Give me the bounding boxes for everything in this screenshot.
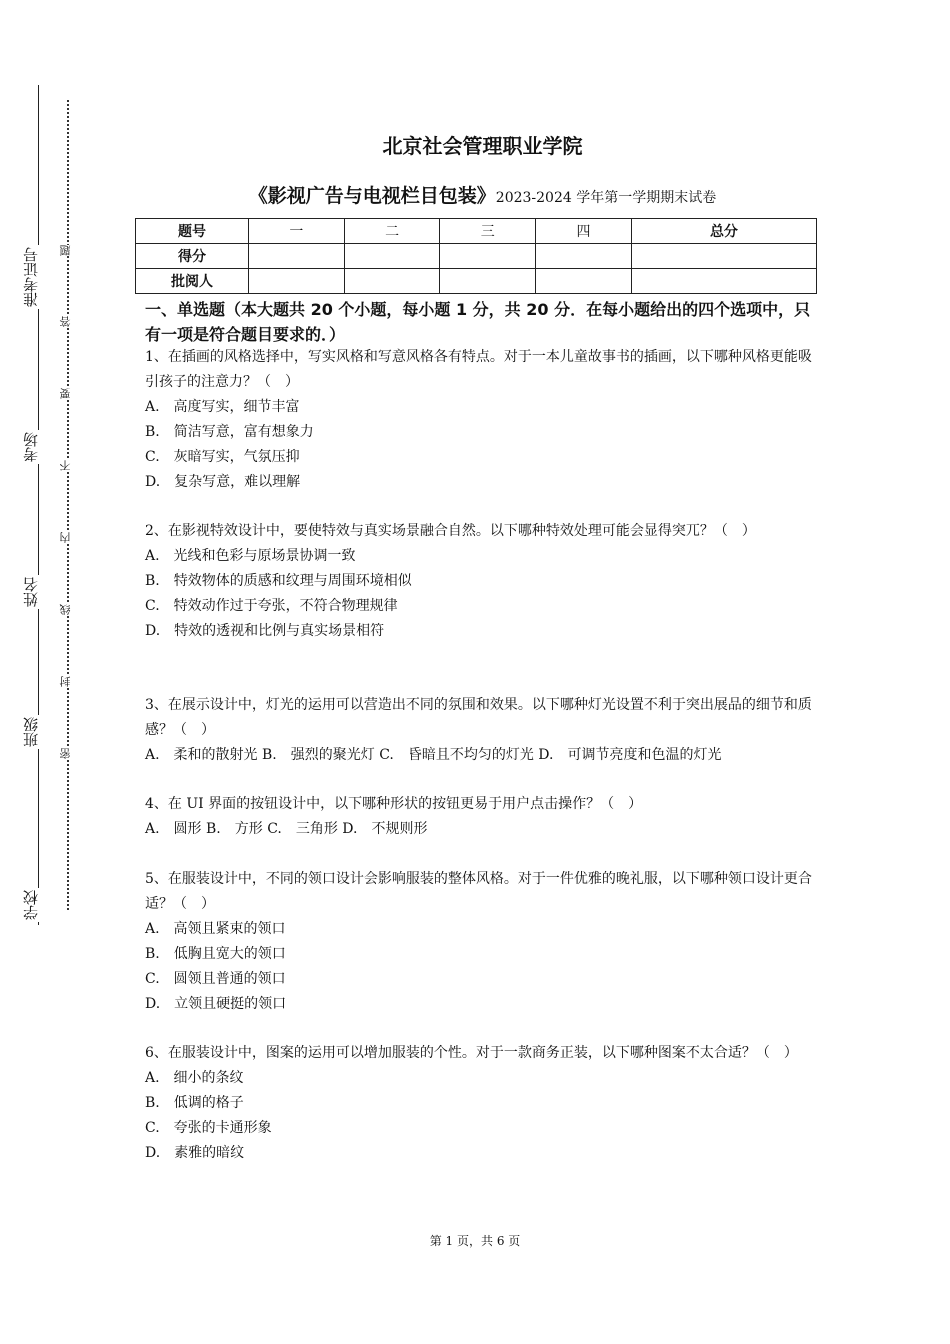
page-footer: 第 1 页，共 6 页: [429, 1234, 521, 1248]
question-1: [145, 345, 820, 495]
course-name: 《影视广告与电视栏目包装》: [248, 185, 496, 207]
question-option: A. 细小的条纹: [145, 1070, 244, 1086]
reviewer-cell: [249, 269, 345, 294]
reviewer-row: [136, 269, 817, 294]
seal-char: 要: [60, 388, 76, 399]
question-option: D. 特效的透视和比例与真实场景相符: [145, 623, 385, 639]
seal-char: 不: [60, 460, 76, 471]
question-stem: 4、在 UI 界面的按钮设计中，以下哪种形状的按钮更易于用户点击操作？（ ）: [145, 796, 643, 812]
question-6: [145, 1041, 820, 1166]
seal-char: 密: [60, 748, 76, 759]
question-option: C. 灰暗写实，气氛压抑: [145, 449, 300, 465]
reviewer-cell: [440, 269, 536, 294]
question-option: B. 低胸且宽大的领口: [145, 946, 286, 962]
school-name: 北京社会管理职业学院: [382, 134, 583, 158]
exam-title: [145, 181, 820, 208]
seal-char: 内: [60, 532, 76, 543]
seal-char: 题: [60, 245, 76, 256]
reviewer-cell: [536, 269, 632, 294]
question-4: [145, 792, 820, 842]
exam-room-label: 考场: [20, 430, 46, 464]
score-table-header: 总分: [631, 219, 816, 244]
question-option: B. 低调的格子: [145, 1095, 244, 1111]
binding-margin: [0, 0, 90, 1344]
question-2: [145, 519, 820, 644]
reviewer-cell: [631, 269, 816, 294]
score-row-label: 得分: [136, 244, 249, 269]
seal-char: 线: [60, 604, 76, 615]
score-table-header: 四: [536, 219, 632, 244]
question-option: A. 柔和的散射光 B. 强烈的聚光灯 C. 昏暗且不均匀的灯光 D. 可调节亮度和色温的灯光: [145, 747, 722, 763]
question-3: [145, 693, 820, 768]
name-label: 姓名: [20, 575, 46, 609]
score-cell: [536, 244, 632, 269]
score-cell: [249, 244, 345, 269]
question-option: B. 特效物体的质感和纹理与周围环境相似: [145, 573, 412, 589]
seal-char: 答: [60, 316, 76, 327]
question-option: A. 高领且紧束的领口: [145, 921, 286, 937]
question-stem: 1、在插画的风格选择中，写实风格和写意风格各有特点。对于一本儿童故事书的插画，以下哪种风格更能吸引孩子的注意力？（ ）: [145, 349, 812, 390]
question-5: [145, 867, 820, 1017]
question-stem: 5、在服装设计中，不同的领口设计会影响服装的整体风格。对于一件优雅的晚礼服，以下哪种领口设计更合适？（ ）: [145, 871, 812, 912]
score-table-header: 三: [440, 219, 536, 244]
question-option: C. 夸张的卡通形象: [145, 1120, 272, 1136]
score-table-header-row: [136, 219, 817, 244]
question-option: D. 立领且硬挺的领口: [145, 996, 287, 1012]
score-table-header: 题号: [136, 219, 249, 244]
question-stem: 3、在展示设计中，灯光的运用可以营造出不同的氛围和效果。以下哪种灯光设置不利于突出展品的细节和质感？（ ）: [145, 697, 812, 738]
question-option: A. 高度写实，细节丰富: [145, 399, 300, 415]
section-title: 一、单选题（本大题共 20 个小题，每小题 1 分，共 20 分．在每小题给出的四个选项中，只有一项是符合题目要求的．）: [145, 300, 811, 344]
score-table: [135, 218, 817, 294]
question-stem: 6、在服装设计中，图案的运用可以增加服装的个性。对于一款商务正装，以下哪种图案不太合适？（ ）: [145, 1045, 798, 1061]
score-row: [136, 244, 817, 269]
question-option: A. 圆形 B. 方形 C. 三角形 D. 不规则形: [145, 821, 428, 837]
binding-dotted-line: [67, 100, 69, 910]
question-option: C. 特效动作过于夸张，不符合物理规律: [145, 598, 398, 614]
class-label: 班级: [20, 715, 46, 749]
school-label: 学校: [20, 888, 46, 922]
score-table-header: 一: [249, 219, 345, 244]
seal-char: 封: [60, 676, 76, 687]
exam-term: 2023-2024 学年第一学期期末试卷: [495, 190, 717, 206]
question-stem: 2、在影视特效设计中，要使特效与真实场景融合自然。以下哪种特效处理可能会显得突兀？（ ）: [145, 523, 756, 539]
score-cell: [344, 244, 440, 269]
question-option: D. 素雅的暗纹: [145, 1145, 245, 1161]
exam-number-label: 准考证号: [20, 245, 46, 309]
reviewer-cell: [344, 269, 440, 294]
question-option: B. 简洁写意，富有想象力: [145, 424, 314, 440]
score-cell: [631, 244, 816, 269]
score-table-header: 二: [344, 219, 440, 244]
question-option: A. 光线和色彩与原场景协调一致: [145, 548, 356, 564]
question-option: D. 复杂写意，难以理解: [145, 474, 301, 490]
score-cell: [440, 244, 536, 269]
binding-solid-line: [38, 85, 39, 925]
reviewer-row-label: 批阅人: [136, 269, 249, 294]
question-option: C. 圆领且普通的领口: [145, 971, 286, 987]
